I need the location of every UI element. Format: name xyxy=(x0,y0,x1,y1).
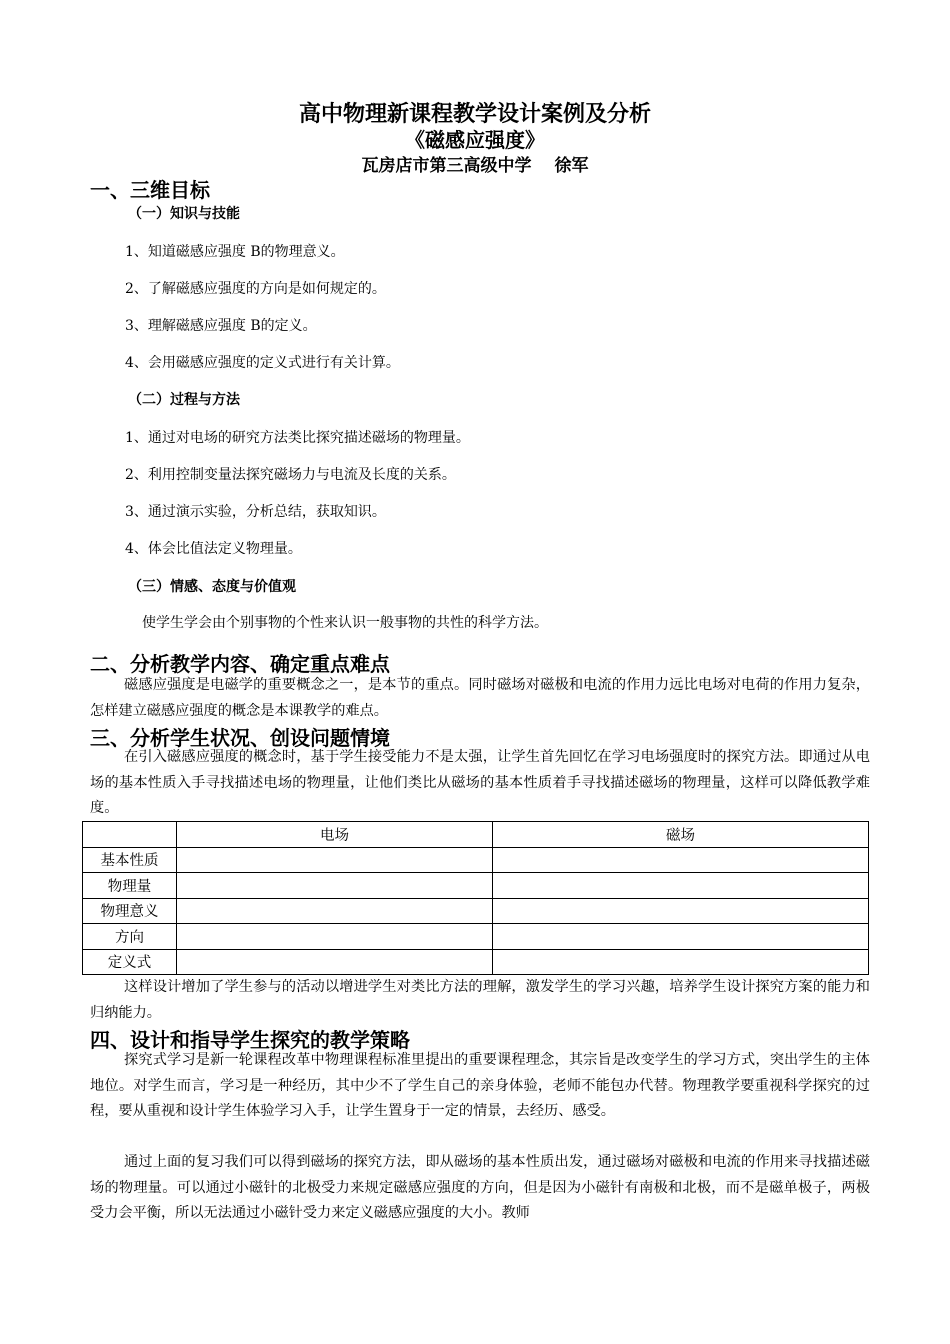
document-subtitle: 《磁感应强度》 xyxy=(405,128,545,152)
subheading-knowledge: （一）知识与技能 xyxy=(128,206,240,222)
table-row-label: 方向 xyxy=(83,924,177,950)
table-cell xyxy=(493,898,869,924)
table-row xyxy=(83,924,869,950)
list-item: 2、利用控制变量法探究磁场力与电流及长度的关系。 xyxy=(125,467,456,483)
table-cell xyxy=(177,898,493,924)
list-item: 3、理解磁感应强度 B的定义。 xyxy=(125,318,317,334)
students-paragraph: 在引入磁感应强度的概念时，基于学生接受能力不是太强，让学生首先回忆在学习电场强度时的探究方法。即通过从电场的基本性质入手寻找描述电场的物理量，让他们类比从磁场的基本性质着手寻找描述磁场的物理量，这样可以降低教学难度。 xyxy=(90,749,870,816)
section-heading-students: 三、分析学生状况、创设问题情境 xyxy=(90,726,390,750)
section-heading-content: 二、分析教学内容、确定重点难点 xyxy=(90,652,390,676)
subheading-process: （二）过程与方法 xyxy=(128,392,240,408)
list-item: 3、通过演示实验，分析总结，获取知识。 xyxy=(125,504,386,520)
list-item: 4、会用磁感应强度的定义式进行有关计算。 xyxy=(125,355,400,371)
table-row-label: 物理意义 xyxy=(83,898,177,924)
list-item: 1、知道磁感应强度 B的物理意义。 xyxy=(125,244,345,260)
table-cell xyxy=(493,949,869,975)
table-row-label: 基本性质 xyxy=(83,847,177,873)
list-item: 1、通过对电场的研究方法类比探究描述磁场的物理量。 xyxy=(125,430,470,446)
table-row-label: 定义式 xyxy=(83,949,177,975)
strategy-paragraph-2: 通过上面的复习我们可以得到磁场的探究方法，即从磁场的基本性质出发，通过磁场对磁极和电流的作用来寻找描述磁场的物理量。可以通过小磁针的北极受力来规定磁感应强度的方向，但是因为小磁针有南极和北极，而不是磁单极子，两极受力会平衡，所以无法通过小磁针受力来定义磁感应强度的大小。教师 xyxy=(90,1154,870,1221)
table-row xyxy=(83,847,869,873)
table-cell xyxy=(177,924,493,950)
table-cell xyxy=(493,847,869,873)
author-line: 瓦房店市第三高级中学 徐军 xyxy=(361,156,589,176)
table-row xyxy=(83,898,869,924)
table-cell xyxy=(177,847,493,873)
table-cell xyxy=(493,924,869,950)
list-item: 4、体会比值法定义物理量。 xyxy=(125,541,302,557)
table-header-cell xyxy=(83,822,177,848)
table-cell xyxy=(177,873,493,899)
table-header-cell: 磁场 xyxy=(493,822,869,848)
table-row xyxy=(83,949,869,975)
strategy-paragraph-1: 探究式学习是新一轮课程改革中物理课程标准里提出的重要课程理念，其宗旨是改变学生的学习方式，突出学生的主体地位。对学生而言，学习是一种经历，其中少不了学生自己的亲身体验，老师不能包办代替。物理教学要重视科学探究的过程，要从重视和设计学生体验学习入手，让学生置身于一定的情景，去经历、感受。 xyxy=(90,1052,870,1119)
after-table-paragraph: 这样设计增加了学生参与的活动以增进学生对类比方法的理解，激发学生的学习兴趣，培养学生设计探究方案的能力和归纳能力。 xyxy=(90,979,870,1021)
section-heading-strategy: 四、设计和指导学生探究的教学策略 xyxy=(90,1028,410,1052)
list-item: 2、了解磁感应强度的方向是如何规定的。 xyxy=(125,281,386,297)
table-header-cell: 电场 xyxy=(177,822,493,848)
attitude-text: 使学生学会由个别事物的个性来认识一般事物的共性的科学方法。 xyxy=(142,615,548,631)
section-heading-goals: 一、三维目标 xyxy=(90,178,210,202)
table-header-row xyxy=(83,822,869,848)
table-cell xyxy=(177,949,493,975)
comparison-table xyxy=(82,821,869,975)
subheading-attitude: （三）情感、态度与价值观 xyxy=(128,579,296,595)
table-cell xyxy=(493,873,869,899)
table-row-label: 物理量 xyxy=(83,873,177,899)
document-title: 高中物理新课程教学设计案例及分析 xyxy=(298,102,651,127)
table-row xyxy=(83,873,869,899)
content-paragraph: 磁感应强度是电磁学的重要概念之一，是本节的重点。同时磁场对磁极和电流的作用力远比电场对电荷的作用力复杂，怎样建立磁感应强度的概念是本课教学的难点。 xyxy=(90,677,870,719)
